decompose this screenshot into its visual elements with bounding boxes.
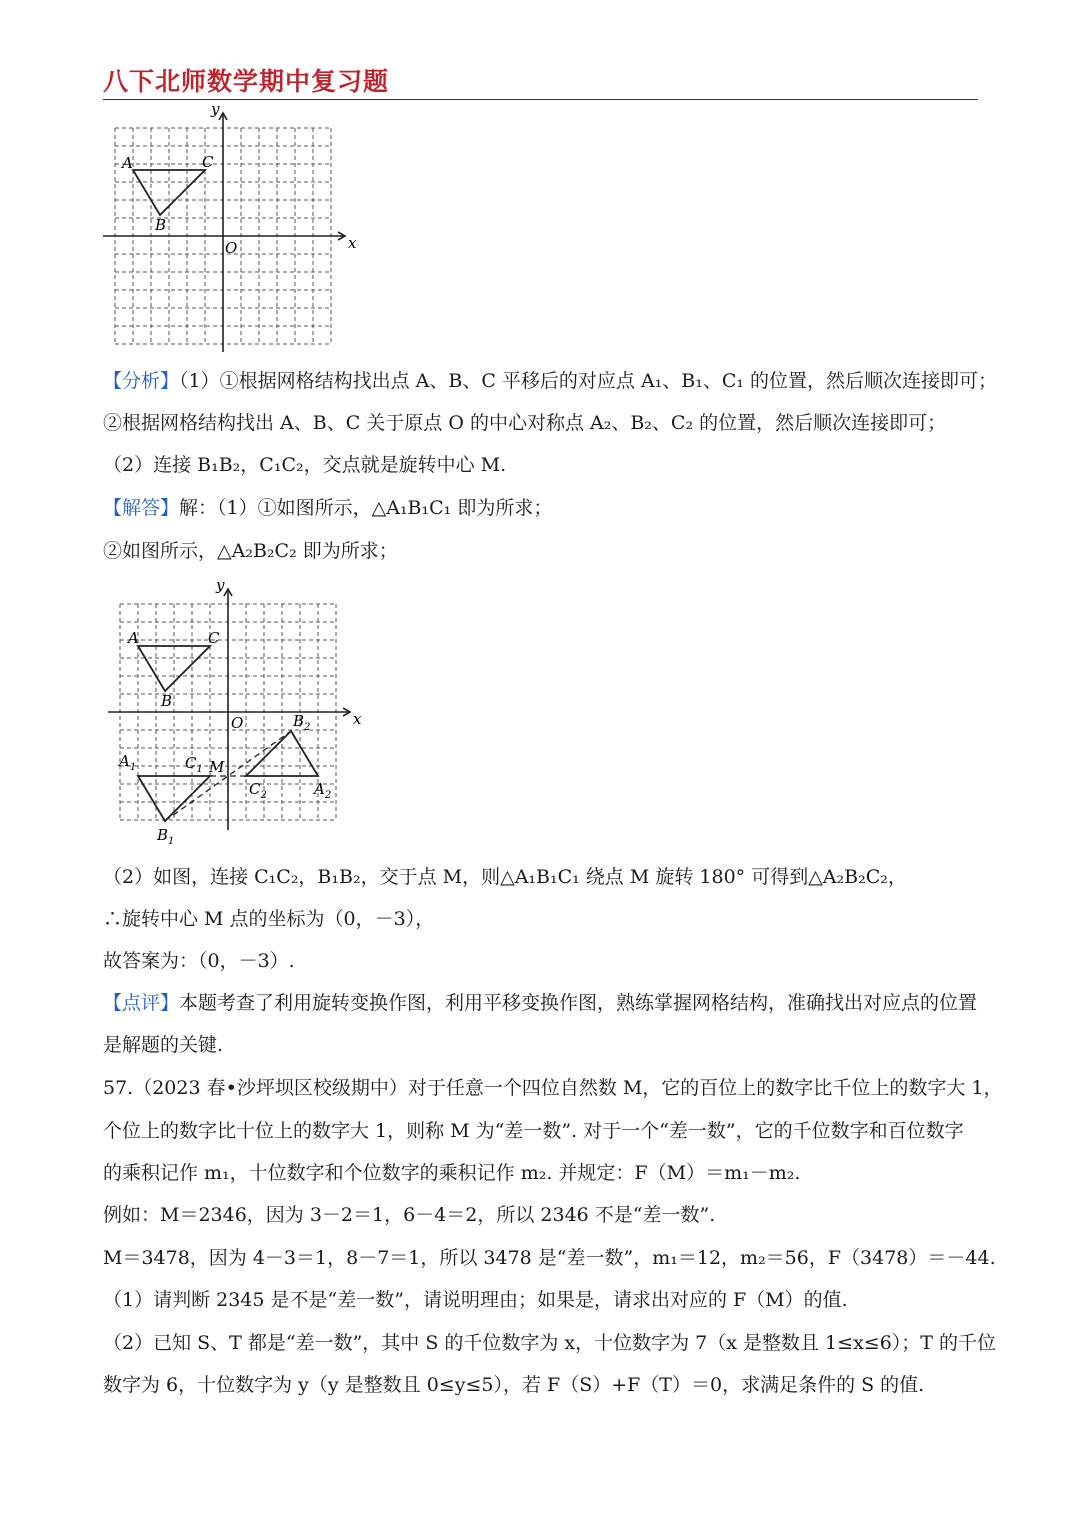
problem-57-line-5: M＝3478，因为 4－3＝1，8－7＝1，所以 3478 是“差一数”，m₁＝12，m₂＝56，F（3478）＝－44. bbox=[103, 1247, 996, 1269]
point-b-label: B bbox=[155, 216, 167, 234]
y-axis-label: y bbox=[216, 576, 225, 594]
problem-57-line-1: 57.（2023 春•沙坪坝区校级期中）对于任意一个四位自然数 M，它的百位上的数字比千位上的数字大 1， bbox=[103, 1077, 1003, 1099]
point-c1-label: $C_1$ bbox=[185, 754, 203, 775]
solution-tag: 【解答】 bbox=[103, 497, 180, 519]
point-a-label: A bbox=[128, 629, 139, 647]
problem-57-line-4: 例如：M＝2346，因为 3－2＝1，6－4＝2，所以 2346 不是“差一数”. bbox=[103, 1204, 716, 1226]
point-m-label: M bbox=[209, 758, 225, 776]
origin-label: O bbox=[225, 239, 238, 257]
x-axis-label: x bbox=[353, 710, 362, 728]
y-axis-label: y bbox=[211, 100, 220, 118]
point-c2-label: $C_2$ bbox=[249, 780, 267, 801]
problem-57-question-2-line-1: （2）已知 S、T 都是“差一数”，其中 S 的千位数字为 x，十位数字为 7（x 是整数且 1≤x≤6）；T 的千位 bbox=[103, 1332, 997, 1354]
problem-57-line-3: 的乘积记作 m₁，十位数字和个位数字的乘积记作 m₂. 并规定：F（M）＝m₁－m₂. bbox=[103, 1162, 801, 1184]
analysis-tag: 【分析】 bbox=[103, 370, 180, 392]
solution-line-4: ∴旋转中心 M 点的坐标为（0，－3）， bbox=[103, 908, 435, 930]
point-a-label: A bbox=[122, 154, 133, 172]
solution-line-1: 【解答】解：（1）①如图所示，△A₁B₁C₁ 即为所求； bbox=[103, 497, 553, 519]
point-c-label: C bbox=[202, 153, 214, 171]
comment-line-2: 是解题的关键. bbox=[103, 1034, 224, 1056]
solution-line-3: （2）如图，连接 C₁C₂，B₁B₂，交于点 M，则△A₁B₁C₁ 绕点 M 旋转 180° 可得到△A₂B₂C₂， bbox=[103, 866, 907, 888]
analysis-line-2: ②根据网格结构找出 A、B、C 关于原点 O 的中心对称点 A₂、B₂、C₂ 的位置，然后顺次连接即可； bbox=[103, 412, 947, 434]
comment-line-1: 【点评】本题考查了利用旋转变换作图，利用平移变换作图，熟练掌握网格结构，准确找出对应点的位置 bbox=[103, 992, 978, 1014]
point-a1-label: $A_1$ bbox=[119, 752, 137, 773]
comment-tag: 【点评】 bbox=[103, 992, 180, 1014]
point-b2-label: $B_2$ bbox=[293, 712, 311, 733]
analysis-line-3: （2）连接 B₁B₂，C₁C₂，交点就是旋转中心 M. bbox=[103, 454, 507, 476]
solution-line-5: 故答案为：（0，－3）. bbox=[103, 950, 295, 972]
origin-label: O bbox=[231, 714, 244, 732]
coordinate-grid-figure-2 bbox=[105, 574, 367, 854]
point-c-label: C bbox=[208, 629, 220, 647]
page-header-title: 八下北师数学期中复习题 bbox=[103, 67, 390, 96]
point-b-label: B bbox=[161, 692, 173, 710]
coordinate-grid-figure-1 bbox=[100, 100, 362, 356]
solution-line-2: ②如图所示，△A₂B₂C₂ 即为所求； bbox=[103, 540, 398, 562]
point-a2-label: $A_2$ bbox=[314, 780, 332, 801]
problem-57-question-1: （1）请判断 2345 是不是“差一数”，请说明理由；如果是，请求出对应的 F（M）的值. bbox=[103, 1289, 848, 1311]
x-axis-label: x bbox=[348, 234, 357, 252]
problem-57-question-2-line-2: 数字为 6，十位数字为 y（y 是整数且 0≤y≤5），若 F（S）+F（T）＝0，求满足条件的 S 的值. bbox=[103, 1374, 925, 1396]
analysis-line-1: 【分析】（1）①根据网格结构找出点 A、B、C 平移后的对应点 A₁、B₁、C₁ 的位置，然后顺次连接即可； bbox=[103, 370, 998, 392]
problem-57-line-2: 个位上的数字比十位上的数字大 1，则称 M 为“差一数”. 对于一个“差一数”，它的千位数字和百位数字 bbox=[103, 1120, 964, 1142]
point-b1-label: $B_1$ bbox=[157, 826, 175, 847]
